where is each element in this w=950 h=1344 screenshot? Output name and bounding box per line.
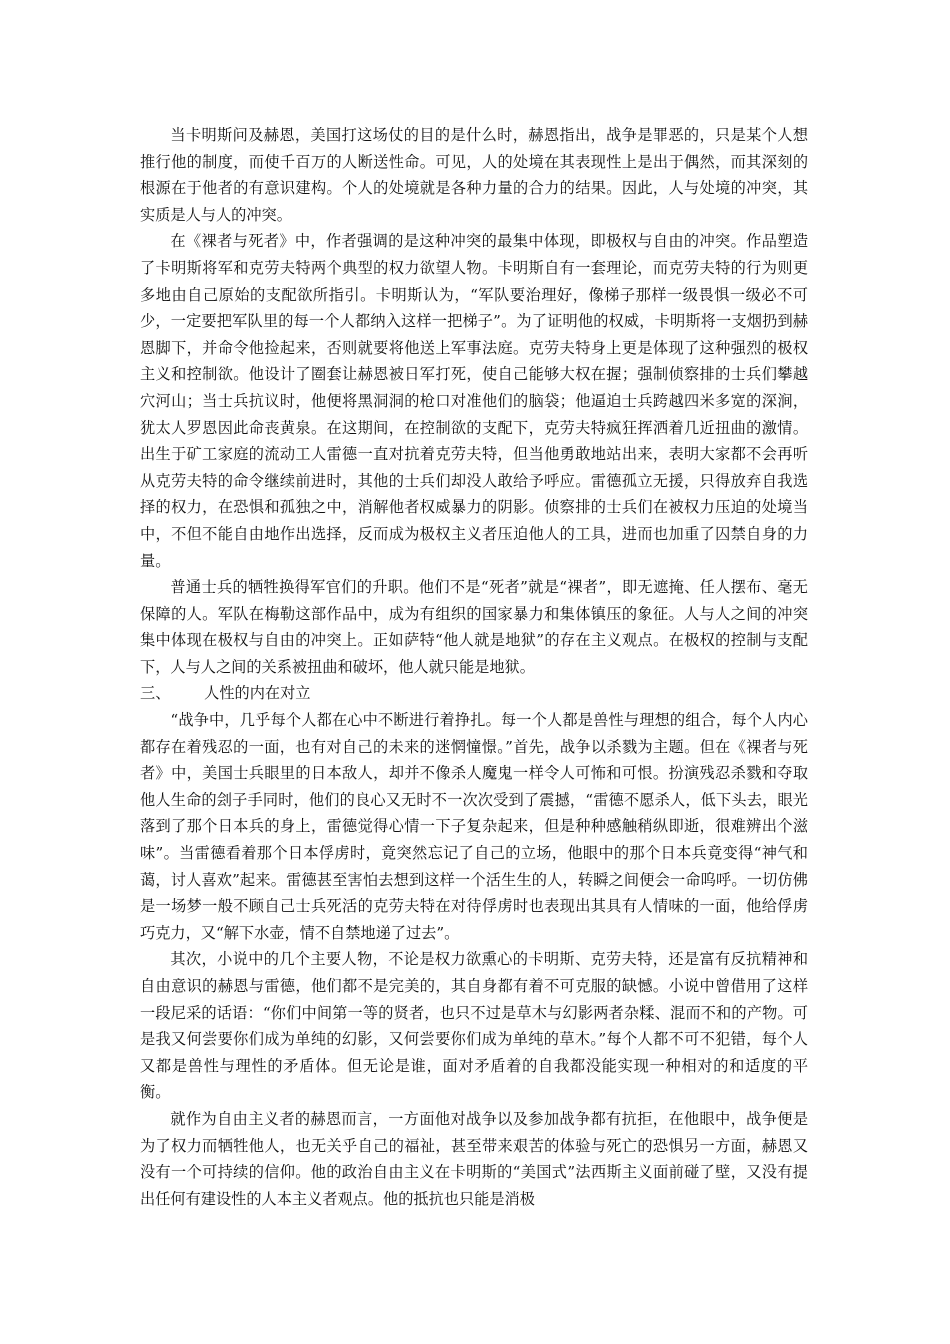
paragraph-4: “战争中，几乎每个人都在心中不断进行着挣扎。每一个人都是兽性与理想的组合，每个人内心都存在着残忍的一面，也有对自己的未来的迷惘憧憬。”首先，战争以杀戮为主题。但在《裸者与死者》中，美国士兵眼里的日本敌人，却并不像杀人魔鬼一样令人可怖和可恨。扮演残忍杀戮和夺取他人生命的刽子手同时，他们的良心又无时不一次次受到了震撼，“雷德不愿杀人，低下头去，眼光落到了那个日本兵的身上，雷德觉得心情一下子复杂起来，但是种种感触稍纵即逝，很难辨出个滋味”。当雷德看着那个日本俘虏时，竟突然忘记了自己的立场，他眼中的那个日本兵竟变得“神气和蔼，讨人喜欢”起来。雷德甚至害怕去想到这样一个活生生的人，转瞬之间便会一命呜呼。一切仿佛是一场梦一般不顾自己士兵死活的克劳夫特在对待俘虏时也表现出其具有人情味的一面，他给俘虏巧克力，又“解下水壶，情不自禁地递了过去”。 [140,711,808,942]
section-heading: 三、 人性的内在对立 [140,684,311,703]
document-page [140,122,808,1212]
paragraph-1: 当卡明斯问及赫恩，美国打这场仗的目的是什么时，赫恩指出，战争是罪恶的，只是某个人想推行他的制度，而使千百万的人断送性命。可见，人的处境在其表现性上是出于偶然，而其深刻的根源在于他者的有意识建构。个人的处境就是各种力量的合力的结果。因此，人与处境的冲突，其实质是人与人的冲突。 [140,126,808,224]
paragraph-6: 就作为自由主义者的赫恩而言，一方面他对战争以及参加战争都有抗拒，在他眼中，战争便是为了权力而牺牲他人，也无关乎自己的福祉，甚至带来艰苦的体验与死亡的恐惧另一方面，赫恩又没有一个可持续的信仰。他的政治自由主义在卡明斯的“美国式”法西斯主义面前碰了壁，又没有提出任何有建设性的人本主义者观点。他的抵抗也只能是消极 [140,1109,808,1208]
paragraph-2: 在《裸者与死者》中，作者强调的是这种冲突的最集中体现，即极权与自由的冲突。作品塑造了卡明斯将军和克劳夫特两个典型的权力欲望人物。卡明斯自有一套理论，而克劳夫特的行为则更多地由自己原始的支配欲所指引。卡明斯认为，“军队要治理好，像梯子那样一级畏惧一级必不可少，一定要把军队里的每一个人都纳入这样一把梯子”。为了证明他的权威，卡明斯将一支烟扔到赫恩脚下，并命令他捡起来，否则就要将他送上军事法庭。克劳夫特身上更是体现了这种强烈的极权主义和控制欲。他设计了圈套让赫恩被日军打死，使自己能够大权在握；强制侦察排的士兵们攀越穴河山；当士兵抗议时，他便将黑洞洞的枪口对准他们的脑袋；他逼迫士兵跨越四米多宽的深涧，犹太人罗恩因此命丧黄泉。在这期间，在控制欲的支配下，克劳夫特疯狂挥洒着几近扭曲的激情。出生于矿工家庭的流动工人雷德一直对抗着克劳夫特，但当他勇敢地站出来，表明大家都不会再听从克劳夫特的命令继续前进时，其他的士兵们却没人敢给予呼应。雷德孤立无援，只得放弃自我选择的权力，在恐惧和孤独之中，消解他者权威暴力的阴影。侦察排的士兵们在被权力压迫的处境当中，不但不能自由地作出选择，反而成为极权主义者压迫他人的工具，进而也加重了囚禁自身的力量。 [140,232,808,570]
paragraph-5: 其次，小说中的几个主要人物，不论是权力欲熏心的卡明斯、克劳夫特，还是富有反抗精神和自由意识的赫恩与雷德，他们都不是完美的，其自身都有着不可克服的缺憾。小说中曾借用了这样一段尼采的话语：“你们中间第一等的贤者，也只不过是草木与幻影两者杂糅、混而不和的产物。可是我又何尝要你们成为单纯的幻影，又何尝要你们成为单纯的草木。”每个人都不可不犯错，每个人又都是兽性与理性的矛盾体。但无论是谁，面对矛盾着的自我都没能实现一种相对的和适度的平衡。 [140,950,808,1102]
paragraph-3: 普通士兵的牺牲换得军官们的升职。他们不是“死者”就是“裸者”，即无遮掩、任人摆布、毫无保障的人。军队在梅勒这部作品中，成为有组织的国家暴力和集体镇压的象征。人与人之间的冲突集中体现在极权与自由的冲突上。正如萨特“他人就是地狱”的存在主义观点。在极权的控制与支配下，人与人之间的关系被扭曲和破坏，他人就只能是地狱。 [140,578,808,676]
